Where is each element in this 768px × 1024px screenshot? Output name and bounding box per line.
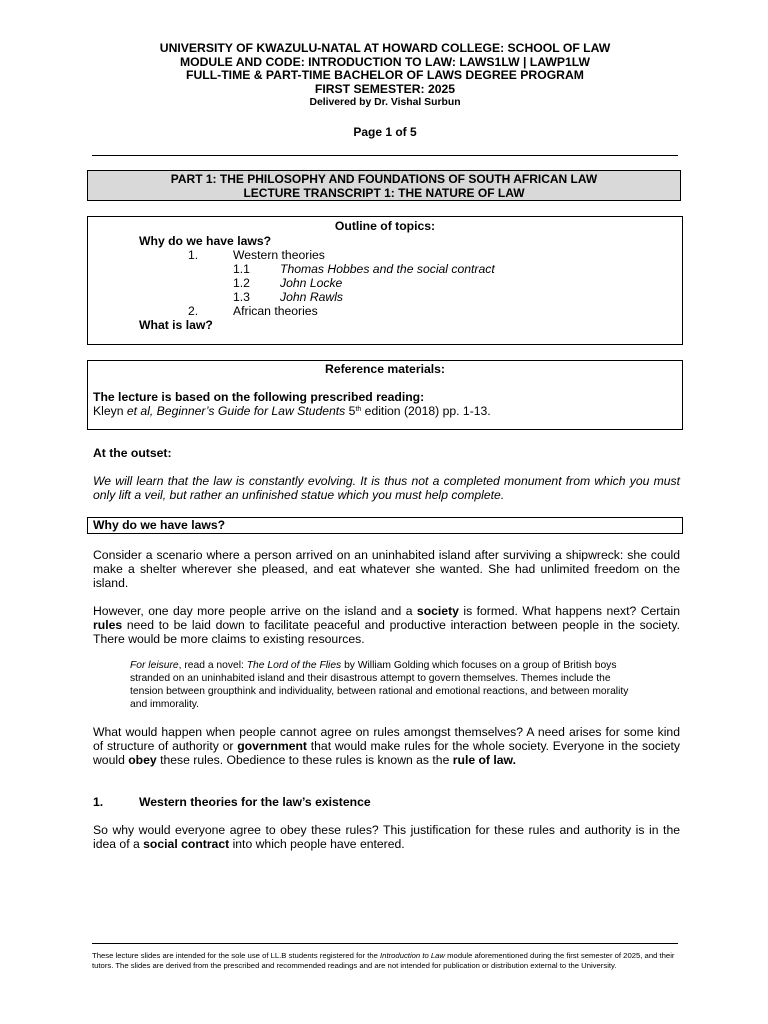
outline-subitem-locke: John Locke (280, 276, 343, 290)
outline-subitem-hobbes: Thomas Hobbes and the social contract (280, 262, 495, 276)
leisure-note: For leisure, read a novel: The Lord of the Flies by William Golding which focuses on a group of British boys stranded on an uninhabited island and their disastrous attempt to govern themselves. Themes include the tension between groupthink and individuality, between rational and emotional reactions, and between morality and immorality. (130, 660, 629, 710)
outset-quote: We will learn that the law is constantly evolving. It is thus not a completed monument from which you must only lift a veil, but rather an unfinished statue which you must help complete. (93, 474, 680, 502)
paragraph-rule-of-law: What would happen when people cannot agree on rules amongst themselves? A need arises for some kind of structure of authority or government that would make rules for the whole society. Everyone in the society would obey these rules. Obedience to these rules is known as the rule of law. (93, 725, 680, 767)
reference-lead: The lecture is based on the following prescribed reading: (93, 390, 425, 404)
outline-item-number: 2. (188, 304, 199, 318)
outline-item-number: 1. (188, 248, 199, 262)
document-header (92, 42, 678, 109)
part-title: PART 1: THE PHILOSOPHY AND FOUNDATIONS OF SOUTH AFRICAN LAW (170, 172, 598, 186)
paragraph-society: However, one day more people arrive on the island and a society is formed. What happens next? Certain rules need to be laid down to facilitate peaceful and productive interaction between people in the society. There would be more claims to existing resources. (93, 604, 681, 646)
outline-item-african: African theories (233, 304, 318, 318)
header-divider (92, 155, 678, 156)
outset-heading: At the outset: (93, 446, 172, 460)
paragraph-social-contract: So why would everyone agree to obey these rules? This justification for these rules and authority is in the idea of a social contract into which people have entered. (93, 823, 680, 851)
header-program: FULL-TIME & PART-TIME BACHELOR OF LAWS DEGREE PROGRAM (186, 68, 584, 82)
outline-subitem-number: 1.2 (233, 276, 250, 290)
lecture-title: LECTURE TRANSCRIPT 1: THE NATURE OF LAW (243, 185, 525, 200)
part-title-box (87, 170, 681, 201)
western-theories-heading: 1. Western theories for the law’s existence (93, 795, 371, 809)
outline-subitem-rawls: John Rawls (280, 290, 343, 304)
outline-item-western: Western theories (233, 248, 325, 262)
header-university: UNIVERSITY OF KWAZULU-NATAL AT HOWARD COLLEGE: SCHOOL OF LAW (159, 41, 611, 55)
outline-box (87, 216, 683, 345)
outline-subitem-number: 1.3 (233, 290, 250, 304)
header-delivered-by: Delivered by Dr. Vishal Surbun (309, 97, 461, 108)
outline-title: Outline of topics: (334, 219, 436, 233)
reference-box (87, 360, 683, 430)
section-heading-box (87, 517, 683, 534)
section-heading: Why do we have laws? (93, 518, 226, 532)
outline-question-why: Why do we have laws? (139, 234, 272, 248)
reference-title: Reference materials: (325, 362, 445, 376)
header-module: MODULE AND CODE: INTRODUCTION TO LAW: LAWS1LW | LAWP1LW (179, 54, 591, 69)
reference-citation: Kleyn et al, Beginner’s Guide for Law Students 5th edition (2018) pp. 1-13. (93, 404, 491, 418)
outline-subitem-number: 1.1 (233, 262, 250, 276)
outline-question-what: What is law? (139, 318, 213, 332)
paragraph-shipwreck: Consider a scenario where a person arrived on an uninhabited island after surviving a shipwreck: she could make a shelter wherever she pleased, and eat whatever she wanted. She had unlimited freedom on the island. (93, 548, 680, 590)
page-number: Page 1 of 5 (353, 125, 417, 139)
header-semester: FIRST SEMESTER: 2025 (314, 81, 456, 96)
footer-divider (92, 943, 678, 944)
footer-disclaimer: These lecture slides are intended for the sole use of LL.B students registered for the Introduction to Law module aforementioned during the first semester of 2025, and their tutors. The slides are derived from the prescribed and recommended readings and are not intended for publication or distribution external to the University. (92, 951, 675, 970)
